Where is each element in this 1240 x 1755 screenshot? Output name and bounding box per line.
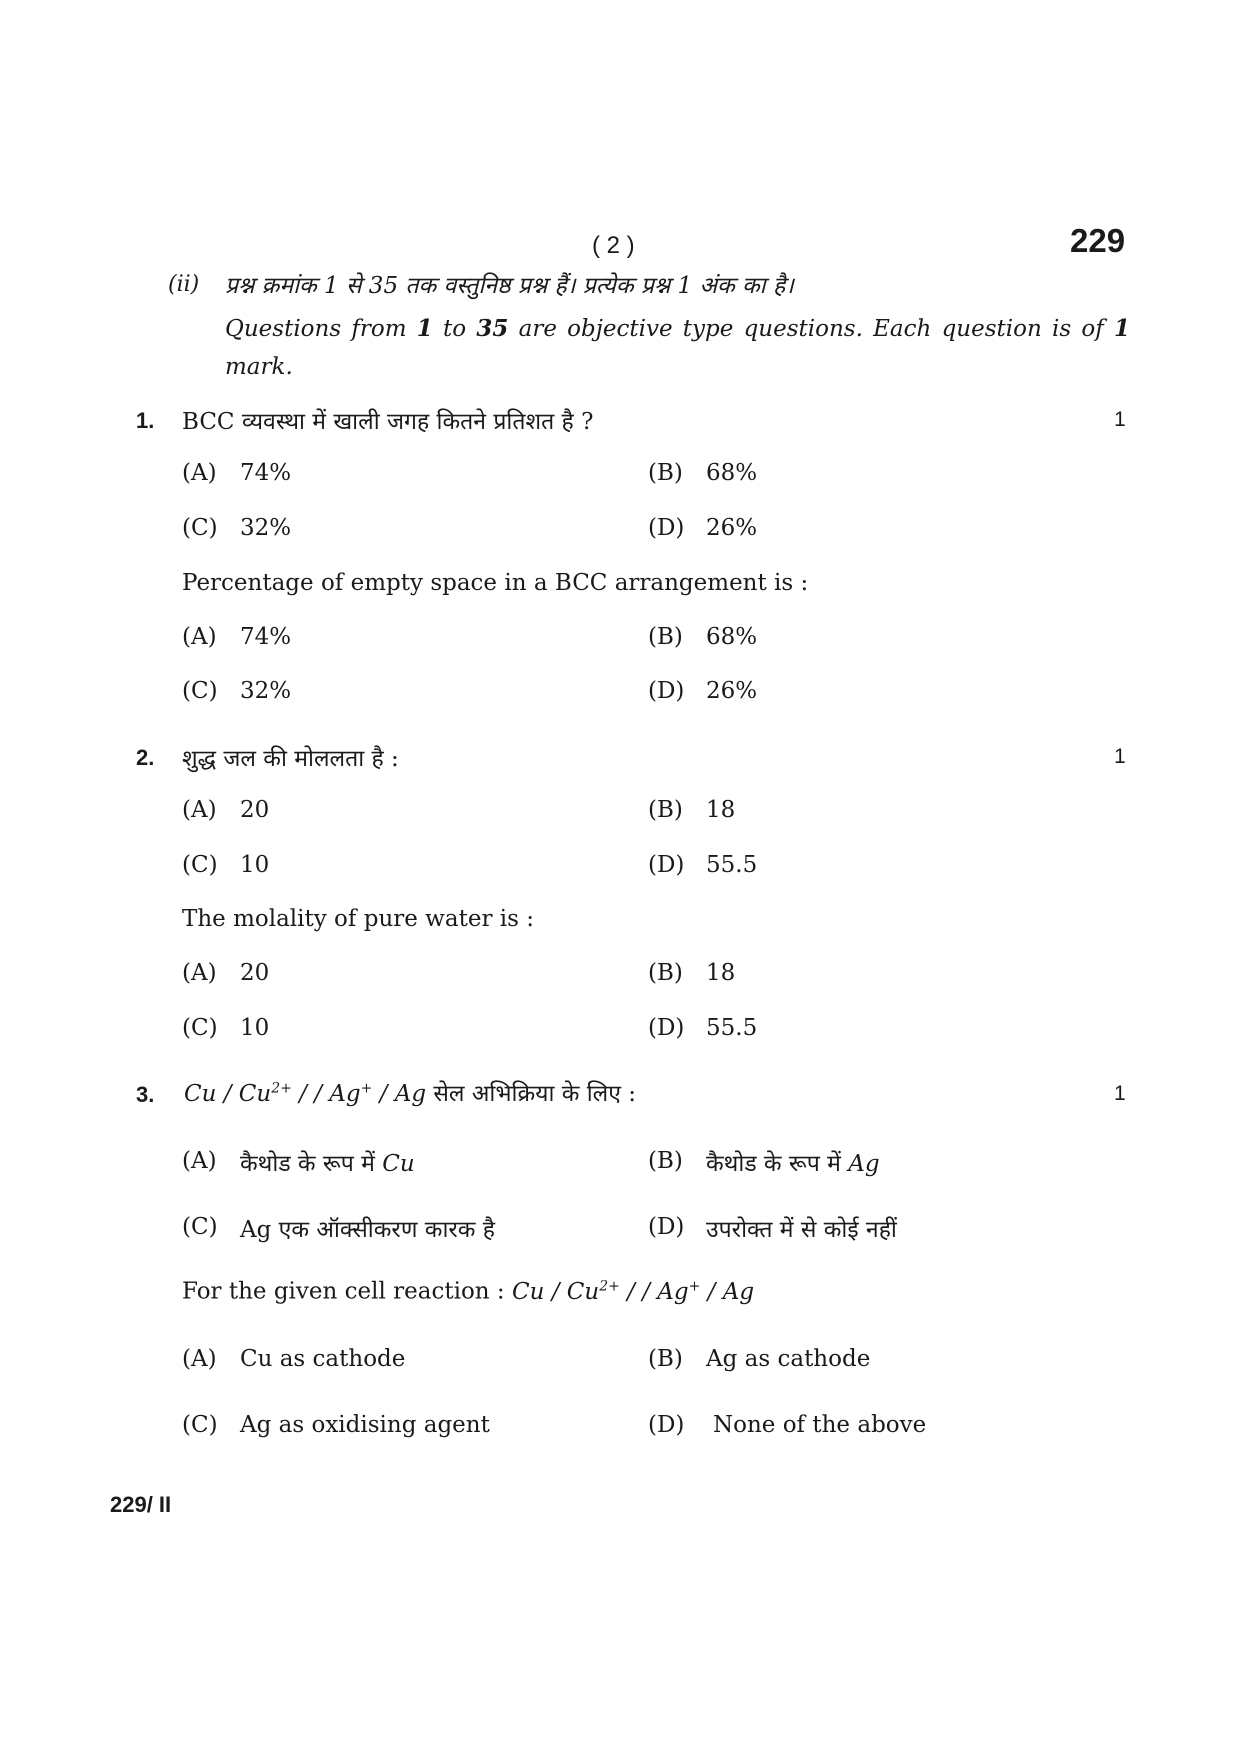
instruction-roman: (ii): [168, 272, 200, 297]
option-text: 68%: [706, 460, 758, 486]
footer-paper-code: 229/ II: [110, 1492, 172, 1517]
option-text: 55.5: [706, 852, 758, 878]
option-label: (A): [182, 1346, 217, 1372]
option-label: (C): [182, 1214, 218, 1240]
option-text: 10: [240, 1015, 270, 1041]
option-label: (A): [182, 797, 217, 823]
option-text: 10: [240, 852, 270, 878]
option-label: (D): [648, 678, 685, 704]
option-text: कैथोड के रूप में Ag: [706, 1151, 880, 1177]
option-label: (B): [648, 460, 683, 486]
option-label: (B): [648, 1148, 683, 1174]
question-mark: 1: [1114, 408, 1126, 431]
option-label: (D): [648, 1412, 685, 1438]
option-text: Ag एक ऑक्सीकरण कारक है: [240, 1217, 495, 1243]
option-label: (A): [182, 960, 217, 986]
option-label: (C): [182, 1015, 218, 1041]
option-label: (A): [182, 460, 217, 486]
option-label: (B): [648, 1346, 683, 1372]
option-label: (C): [182, 1412, 218, 1438]
question-number: 1.: [136, 408, 155, 433]
option-text: 74%: [240, 624, 292, 650]
option-text: 20: [240, 960, 270, 986]
instruction-english: Questions from 1 to 35 are objective type questions. Each question is of 1 mark.: [225, 315, 1131, 380]
option-text: 55.5: [706, 1015, 758, 1041]
question-text-hindi: Cu / $Cu^{2+}$ / / Ag+ / Ag सेल अभिक्रिया के लिए :: [184, 1080, 637, 1107]
option-label: (D): [648, 852, 685, 878]
option-text: 32%: [240, 515, 292, 541]
option-label: (A): [182, 624, 217, 650]
option-label: (B): [648, 960, 683, 986]
question-number: 3.: [136, 1082, 155, 1107]
option-text: 32%: [240, 678, 292, 704]
instruction-hindi: प्रश्न क्रमांक 1 से 35 तक वस्तुनिष्ठ प्रश्न हैं। प्रत्येक प्रश्न 1 अंक का है।: [225, 273, 794, 299]
option-text: Ag as oxidising agent: [240, 1412, 490, 1438]
option-label: (B): [648, 624, 683, 650]
option-text: 26%: [706, 515, 758, 541]
option-label: (C): [182, 515, 218, 541]
question-text-hindi: BCC व्यवस्था में खाली जगह कितने प्रतिशत है ?: [182, 409, 594, 435]
cell-formula: Cu / $Cu^{2+}$ / / Ag+ / Ag: [512, 1278, 755, 1305]
option-label: (D): [648, 1214, 685, 1240]
option-label: (C): [182, 852, 218, 878]
option-text: 18: [706, 797, 736, 823]
option-label: (A): [182, 1148, 217, 1174]
paper-code: 229: [1070, 222, 1126, 259]
option-text: 74%: [240, 460, 292, 486]
question-text-english: For the given cell reaction : Cu / $Cu^{2+}$ / / Ag+ / Ag: [182, 1278, 755, 1305]
question-text-english: The molality of pure water is :: [182, 906, 534, 932]
option-label: (B): [648, 797, 683, 823]
question-mark: 1: [1114, 745, 1126, 768]
question-text-english: Percentage of empty space in a BCC arrangement is :: [182, 570, 809, 596]
question-mark: 1: [1114, 1082, 1126, 1105]
option-text: उपरोक्त में से कोई नहीं: [706, 1217, 897, 1243]
option-text: None of the above: [713, 1412, 927, 1438]
cell-formula: Cu / $Cu^{2+}$ / / Ag+ / Ag: [184, 1080, 427, 1107]
option-text: कैथोड के रूप में Cu: [240, 1151, 415, 1177]
page-number: ( 2 ): [592, 232, 635, 259]
option-text: Ag as cathode: [706, 1346, 871, 1372]
option-text: 20: [240, 797, 270, 823]
option-text: 26%: [706, 678, 758, 704]
option-label: (C): [182, 678, 218, 704]
option-label: (D): [648, 515, 685, 541]
option-text: 18: [706, 960, 736, 986]
option-label: (D): [648, 1015, 685, 1041]
question-text-hindi: शुद्ध जल की मोललता है :: [182, 746, 399, 772]
question-number: 2.: [136, 745, 155, 770]
option-text: Cu as cathode: [240, 1346, 406, 1372]
option-text: 68%: [706, 624, 758, 650]
